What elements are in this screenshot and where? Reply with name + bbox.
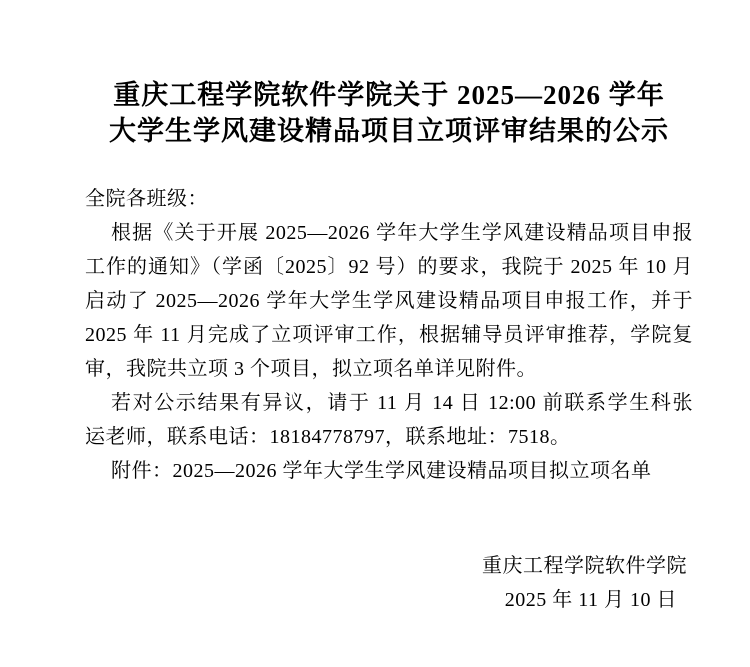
body-line: 审，我院共立项 3 个项目，拟立项名单详见附件。 (85, 358, 537, 380)
body-line: 工作的通知》（学函〔2025〕92 号）的要求，我院于 2025 年 10 月 (85, 256, 693, 278)
body-line: 运老师，联系电话：18184778797，联系地址：7518。 (85, 426, 571, 448)
body-line: 若对公示结果有异议，请于 11 月 14 日 12:00 前联系学生科张 (111, 392, 693, 414)
attachment-line: 附件：2025—2026 学年大学生学风建设精品项目拟立项名单 (111, 460, 652, 482)
body-line: 根据《关于开展 2025—2026 学年大学生学风建设精品项目申报 (111, 222, 693, 244)
signature-org: 重庆工程学院软件学院 (482, 555, 687, 577)
signature-block (85, 549, 693, 617)
document-content (85, 0, 693, 617)
document-body (85, 182, 693, 488)
signature-date: 2025 年 11 月 10 日 (504, 589, 677, 611)
body-line: 启动了 2025—2026 学年大学生学风建设精品项目申报工作，并于 (85, 290, 693, 312)
body-line: 2025 年 11 月完成了立项评审工作，根据辅导员评审推荐，学院复 (85, 324, 693, 346)
title-line-1: 重庆工程学院软件学院关于 2025—2026 学年 (113, 80, 665, 110)
document-title (85, 0, 693, 149)
title-line-2: 大学生学风建设精品项目立项评审结果的公示 (109, 116, 669, 146)
salutation-line: 全院各班级： (85, 188, 208, 210)
